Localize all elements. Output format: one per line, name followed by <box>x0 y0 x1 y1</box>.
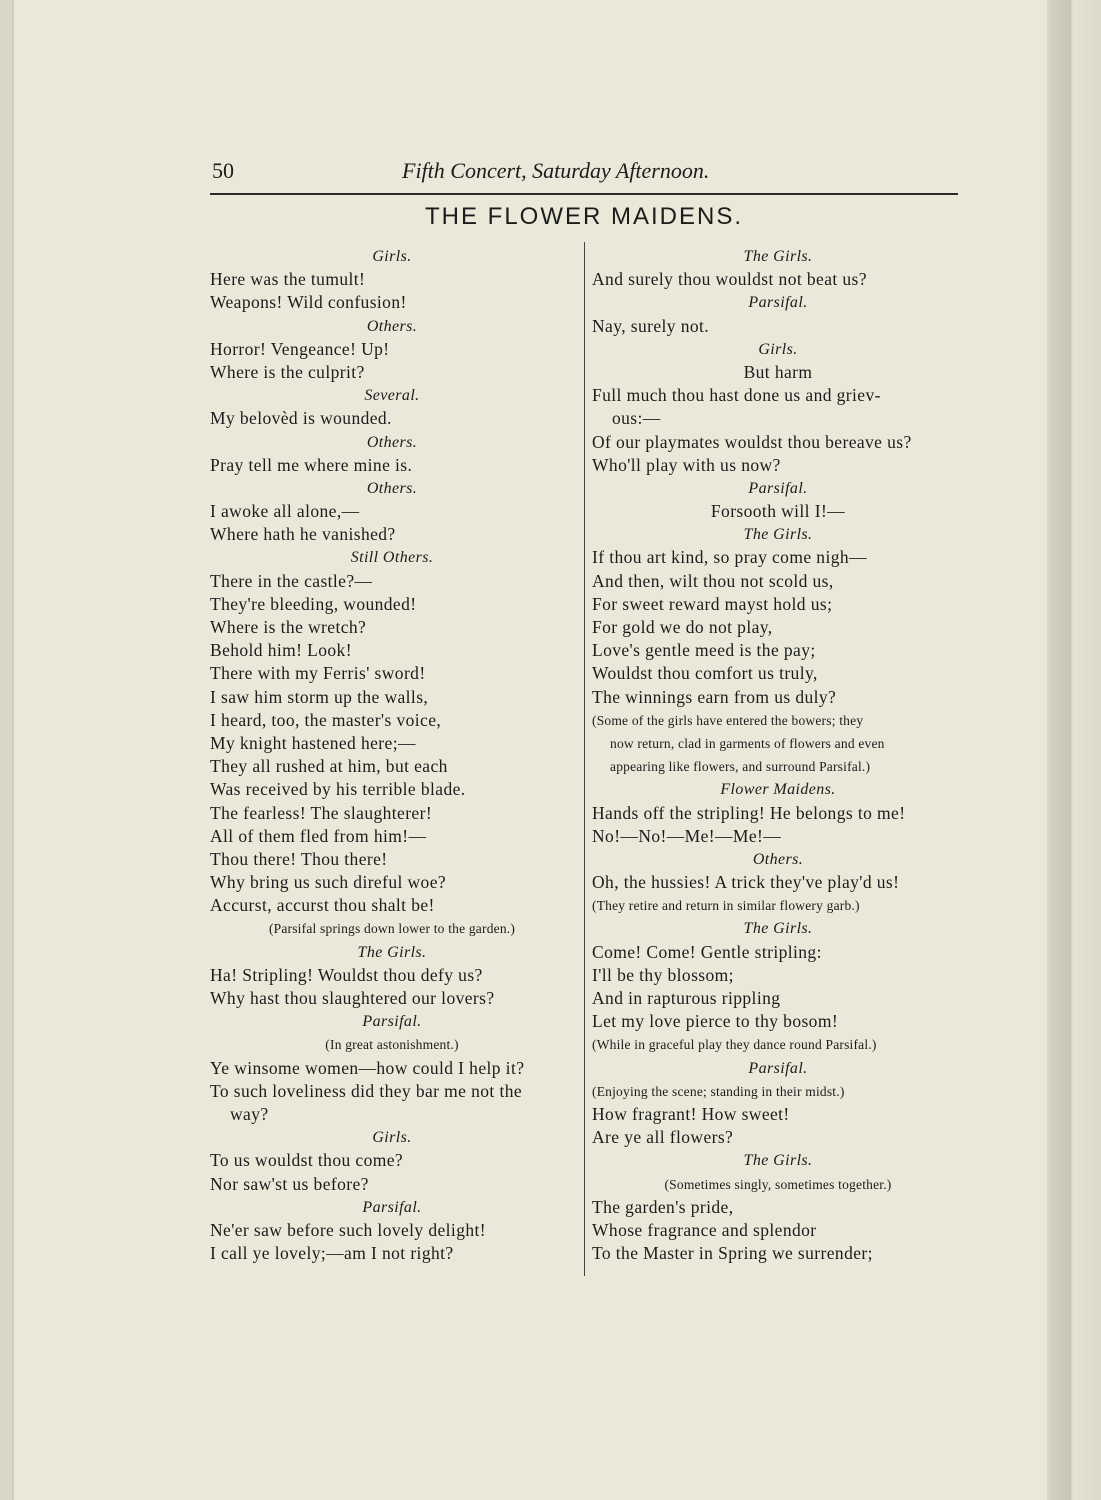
speaker-label: Flower Maidens. <box>720 781 836 799</box>
verse-line: For gold we do not play, <box>592 617 773 637</box>
verse-line: Wouldst thou comfort us truly, <box>592 663 818 684</box>
verse-line: I call ye lovely;—am I not right? <box>210 1243 454 1264</box>
verse-line: Let my love pierce to thy bosom! <box>592 1011 839 1032</box>
section-title: THE FLOWER MAIDENS. <box>424 203 744 230</box>
verse-line: Where is the culprit? <box>210 361 365 382</box>
verse-line: Behold him! Look! <box>210 640 352 661</box>
verse-line: How fragrant! How sweet! <box>592 1103 790 1124</box>
verse-line: Why hast thou slaughtered our lovers? <box>210 988 495 1008</box>
verse-line: Nor saw'st us before? <box>210 1173 369 1194</box>
speaker-label: Others. <box>752 850 804 868</box>
verse-line: And in rapturous rippling <box>592 988 781 1008</box>
verse-line: If thou art kind, so pray come nigh— <box>592 547 867 568</box>
verse-line: Pray tell me where mine is. <box>210 454 413 475</box>
speaker-label: Parsifal. <box>748 294 808 312</box>
speaker-label: Still Others. <box>350 549 434 567</box>
verse-line: Why bring us such direful woe? <box>210 872 447 893</box>
verse-line: Here was the tumult! <box>210 269 366 290</box>
speaker-label: The Girls. <box>357 943 427 961</box>
verse-line: I awoke all alone,— <box>210 501 360 522</box>
stage-direction: (Some of the girls have entered the bowers; they <box>592 712 864 728</box>
verse-line: Horror! Vengeance! Up! <box>210 338 390 359</box>
speaker-label: Others. <box>366 317 418 335</box>
adjacent-page-edge <box>1050 0 1101 1500</box>
stage-direction: (They retire and return in similar flowery garb.) <box>592 898 860 914</box>
column-divider <box>584 242 585 1276</box>
verse-line: I saw him storm up the walls, <box>210 686 429 707</box>
stage-direction: (Sometimes singly, sometimes together.) <box>664 1176 892 1192</box>
left-column <box>210 245 574 1265</box>
speaker-label: The Girls. <box>743 1152 813 1170</box>
verse-line: To us wouldst thou come? <box>210 1150 404 1171</box>
verse-line: I'll be thy blossom; <box>592 964 734 985</box>
speaker-label: Others. <box>366 433 418 451</box>
stage-direction: (While in graceful play they dance round Parsifal.) <box>592 1037 877 1053</box>
verse-line: And surely thou wouldst not beat us? <box>592 269 867 290</box>
verse-line: To such loveliness did they bar me not the <box>210 1080 523 1101</box>
verse-line: Hands off the stripling! He belongs to me! <box>592 802 906 823</box>
verse-line: Ye winsome women—how could I help it? <box>210 1057 525 1078</box>
verse-line: The garden's pride, <box>592 1196 734 1217</box>
speaker-label: Girls. <box>372 1129 412 1147</box>
verse-line: Ne'er saw before such lovely delight! <box>210 1219 486 1240</box>
verse-line: But harm <box>743 361 813 382</box>
verse-line: My belovèd is wounded. <box>210 408 392 429</box>
verse-line: Who'll play with us now? <box>592 454 781 475</box>
verse-line: Oh, the hussies! A trick they've play'd us! <box>592 872 900 893</box>
stage-direction: (In great astonishment.) <box>325 1037 459 1053</box>
verse-line: The fearless! The slaughterer! <box>210 802 433 823</box>
speaker-label: Parsifal. <box>362 1198 422 1216</box>
verse-line: They all rushed at him, but each <box>210 756 448 777</box>
speaker-label: The Girls. <box>743 248 813 265</box>
speaker-label: The Girls. <box>743 920 813 938</box>
speaker-label: Several. <box>364 387 420 405</box>
verse-line: There with my Ferris' sword! <box>210 663 426 684</box>
verse-line: My knight hastened here;— <box>210 732 416 753</box>
page-header <box>212 158 957 186</box>
speaker-label: The Girls. <box>743 526 813 544</box>
verse-line: I heard, too, the master's voice, <box>210 709 442 730</box>
verse-line: Weapons! Wild confusion! <box>210 292 407 313</box>
right-column <box>592 245 964 1265</box>
speaker-label: Others. <box>366 479 418 497</box>
verse-line: To the Master in Spring we surrender; <box>592 1243 873 1264</box>
speaker-label: Parsifal. <box>748 1059 808 1077</box>
verse-line: Love's gentle meed is the pay; <box>592 640 816 661</box>
header-rule <box>210 193 958 195</box>
verse-line-continuation: way? <box>230 1103 269 1124</box>
stage-direction: (Parsifal springs down lower to the garden.) <box>268 921 516 937</box>
verse-line: All of them fled from him!— <box>210 825 427 846</box>
verse-line: Are ye all flowers? <box>592 1127 734 1148</box>
verse-line: Whose fragrance and splendor <box>592 1219 817 1240</box>
verse-line: Nay, surely not. <box>592 315 710 336</box>
speaker-label: Parsifal. <box>362 1013 422 1031</box>
verse-line: There in the castle?— <box>210 570 373 591</box>
page-number: 50 <box>212 158 234 183</box>
verse-line: Was received by his terrible blade. <box>210 779 466 800</box>
verse-line: Full much thou hast done us and griev- <box>592 385 881 406</box>
verse-line: For sweet reward mayst hold us; <box>592 593 833 614</box>
verse-line: Of our playmates wouldst thou bereave us? <box>592 431 912 452</box>
stage-direction: now return, clad in garments of flowers and even <box>610 735 885 751</box>
stage-direction: appearing like flowers, and surround Parsifal.) <box>610 759 871 775</box>
verse-line: Where is the wretch? <box>210 617 367 637</box>
verse-line: The winnings earn from us duly? <box>592 686 837 707</box>
speaker-label: Girls. <box>758 340 798 358</box>
verse-line: Accurst, accurst thou shalt be! <box>210 895 435 916</box>
running-head: Fifth Concert, Saturday Afternoon. <box>402 158 710 183</box>
verse-line: No!—No!—Me!—Me!— <box>592 825 782 846</box>
verse-line: Thou there! Thou there! <box>210 848 388 869</box>
verse-line: They're bleeding, wounded! <box>210 593 417 614</box>
verse-line: Come! Come! Gentle stripling: <box>592 941 822 962</box>
verse-line-continuation: ous:— <box>612 408 661 429</box>
verse-line: Where hath he vanished? <box>210 524 396 545</box>
speaker-label: Girls. <box>372 248 412 265</box>
verse-line: And then, wilt thou not scold us, <box>592 570 834 591</box>
verse-line: Forsooth will I!— <box>710 501 846 522</box>
speaker-label: Parsifal. <box>748 479 808 497</box>
verse-line: Ha! Stripling! Wouldst thou defy us? <box>210 964 483 985</box>
stage-direction: (Enjoying the scene; standing in their midst.) <box>592 1083 845 1099</box>
